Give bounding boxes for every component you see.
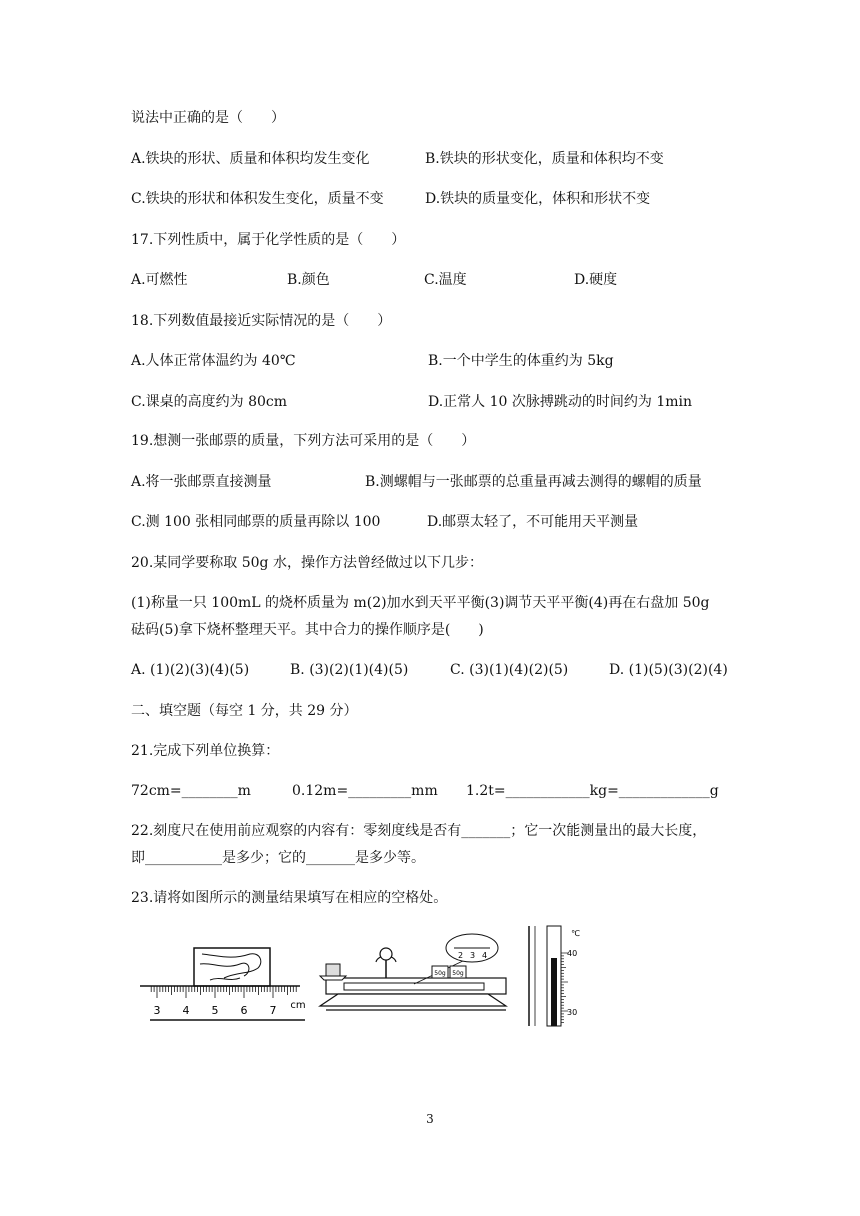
option-a: A.将一张邮票直接测量 — [131, 474, 272, 490]
option-d: D.正常人 10 次脉搏跳动的时间约为 1min — [428, 394, 693, 410]
option-c: C.温度 — [424, 272, 467, 288]
option-a: A.铁块的形状、质量和体积均发生变化 — [131, 151, 370, 167]
option-b: B.一个中学生的体重约为 5kg — [428, 353, 614, 369]
question-20-line-1: (1)称量一只 100mL 的烧杯质量为 m(2)加水到天平平衡(3)调节天平平衡(4)再在右盘加 50g — [131, 595, 710, 611]
question-20: 20.某同学要称取 50g 水，操作方法曾经做过以下几步： — [131, 555, 483, 571]
page-number: 3 — [426, 1112, 434, 1126]
question-22-line-1: 22.刻度尺在使用前应观察的内容有：零刻度线是否有_______；它一次能测量出的最大长度， — [131, 823, 707, 839]
ruler-label-3: 3 — [153, 1004, 161, 1017]
ruler-figure — [140, 942, 315, 1022]
ruler-label-4: 4 — [182, 1004, 190, 1017]
ruler-label-5: 5 — [211, 1004, 219, 1017]
inset-label-2: 2 — [458, 951, 464, 960]
ruler-unit: cm — [290, 1000, 306, 1011]
mercury-column — [551, 958, 557, 1026]
ruler-ticks — [151, 986, 296, 998]
option-b: B.铁块的形状变化，质量和体积均不变 — [425, 151, 664, 167]
option-a: A.可燃性 — [131, 272, 188, 288]
question-19: 19.想测一张邮票的质量，下列方法可采用的是（ ） — [131, 433, 476, 449]
option-c: C.课桌的高度约为 80cm — [131, 394, 288, 410]
inset-label-4: 4 — [482, 951, 488, 960]
weight-label: 50g — [452, 970, 464, 977]
blank-2: 0.12m=_________mm — [292, 783, 438, 799]
option-b: B. (3)(2)(1)(4)(5) — [290, 662, 409, 678]
question-17: 17.下列性质中，属于化学性质的是（ ） — [131, 232, 406, 248]
blank-1: 72cm=________m — [131, 783, 251, 799]
option-b: B.颜色 — [287, 272, 330, 288]
balance-figure — [318, 928, 508, 1024]
option-d: D.邮票太轻了，不可能用天平测量 — [427, 514, 639, 530]
thermometer-label-40: 40 — [567, 949, 578, 958]
weight-label: 50g — [434, 970, 446, 977]
thermometer-label-30: 30 — [567, 1008, 578, 1017]
option-a: A. (1)(2)(3)(4)(5) — [131, 662, 250, 678]
thermometer-unit: ℃ — [571, 929, 580, 938]
question-22-line-2: 即___________是多少；它的_______是多少等。 — [131, 850, 425, 866]
thermometer-figure — [525, 924, 595, 1028]
option-d: D. (1)(5)(3)(2)(4) — [609, 662, 728, 678]
option-d: D.硬度 — [574, 272, 618, 288]
inset-label-3: 3 — [470, 951, 476, 960]
sample-block — [326, 964, 340, 976]
option-c: C. (3)(1)(4)(2)(5) — [450, 662, 569, 678]
option-c: C.铁块的形状和体积发生变化，质量不变 — [131, 191, 384, 207]
ruler-label-6: 6 — [240, 1004, 248, 1017]
section-heading: 二、填空题（每空 1 分，共 29 分） — [131, 703, 358, 719]
blank-3: 1.2t=____________kg=_____________g — [466, 783, 719, 799]
text-line: 说法中正确的是（ ） — [131, 110, 285, 126]
question-21: 21.完成下列单位换算： — [131, 743, 280, 759]
ruler-label-7: 7 — [269, 1004, 277, 1017]
option-d: D.铁块的质量变化，体积和形状不变 — [425, 191, 651, 207]
option-a: A.人体正常体温约为 40℃ — [131, 353, 296, 369]
question-23: 23.请将如图所示的测量结果填写在相应的空格处。 — [131, 890, 448, 906]
option-b: B.测螺帽与一张邮票的总重量再减去测得的螺帽的质量 — [365, 474, 702, 490]
question-20-line-2: 砝码(5)拿下烧杯整理天平。其中合力的操作顺序是( ) — [131, 622, 484, 638]
option-c: C.测 100 张相同邮票的质量再除以 100 — [131, 514, 381, 530]
question-18: 18.下列数值最接近实际情况的是（ ） — [131, 313, 392, 329]
